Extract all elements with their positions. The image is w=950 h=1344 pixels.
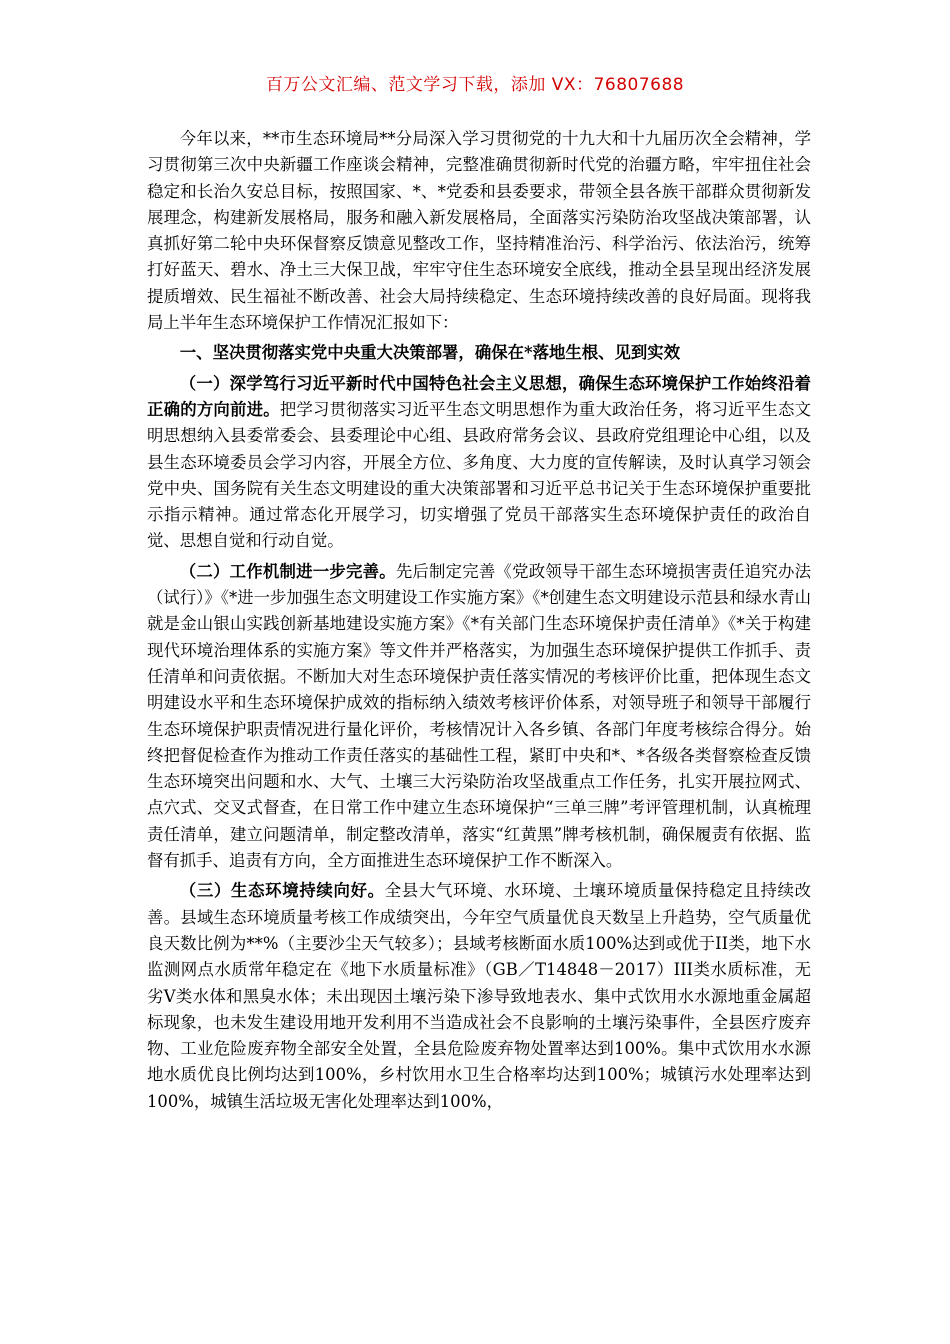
section-heading: 一、坚决贯彻落实党中央重大决策部署，确保在*落地生根、见到实效 [179, 343, 681, 363]
paragraph-1-lead: （一）深学笃行习近平新时代中国特色社会主义思想，确保生态环境保护工作始终沿着正确的方向前进。 [147, 373, 811, 419]
watermark-header: 百万公文汇编、范文学习下载，添加 VX：76807688 [265, 75, 685, 95]
paragraph-3 [147, 878, 811, 1115]
paragraph-2-body: 先后制定完善《党政领导干部生态环境损害责任追究办法（试行）》《*进一步加强生态文明建设工作实施方案》《*创建生态文明建设示范县和绿水青山就是金山银山实践创新基地建设实施方案》《*有关部门生态环境保护责任清单》《*关于构建现代环境治理体系的实施方案》等文件并严格落实，为加强生态环境保护提供工作抓手、责任清单和问责依据。不断加大对生态环境保护责任落实情况的考核评价比重，把体现生态文明建设水平和生态环境保护成效的指标纳入绩效考核评价体系，对领导班子和领导干部履行生态环境保护职责情况进行量化评价，考核情况计入各乡镇、各部门年度考核综合得分。始终把督促检查作为推动工作责任落实的基础性工程，紧盯中央和*、*各级各类督察检查反馈生态环境突出问题和水、大气、土壤三大污染防治攻坚战重点工作任务，扎实开展拉网式、点穴式、交叉式督查，在日常工作中建立生态环境保护“三单三牌”考评管理机制，认真梳理责任清单，建立问题清单，制定整改清单，落实“红黄黑”牌考核机制，确保履责有依据、监督有抓手、追责有方向，全方面推进生态环境保护工作不断深入。 [147, 561, 811, 871]
paragraph-1-body: 把学习贯彻落实习近平生态文明思想作为重大政治任务，将习近平生态文明思想纳入县委常委会、县委理论中心组、县政府常务会议、县政府党组理论中心组，以及县生态环境委员会学习内容，开展全方位、多角度、大力度的宣传解读，及时认真学习领会党中央、国务院有关生态文明建设的重大决策部署和习近平总书记关于生态环境保护重要批示指示精神。通过常态化开展学习，切实增强了党员干部落实生态环境保护责任的政治自觉、思想自觉和行动自觉。 [147, 399, 811, 551]
document-body [147, 126, 811, 1115]
paragraph-2-lead: （二）工作机制进一步完善。 [179, 561, 396, 581]
intro-paragraph: 今年以来，**市生态环境局**分局深入学习贯彻党的十九大和十九届历次全会精神，学习贯彻第三次中央新疆工作座谈会精神，完整准确贯彻新时代党的治疆方略，牢牢扭住社会稳定和长治久安总目标，按照国家、*、*党委和县委要求，带领全县各族干部群众贯彻新发展理念，构建新发展格局，服务和融入新发展格局，全面落实污染防治攻坚战决策部署，认真抓好第二轮中央环保督察反馈意见整改工作，坚持精准治污、科学治污、依法治污，统筹打好蓝天、碧水、净土三大保卫战，牢牢守住生态环境安全底线，推动全县呈现出经济发展提质增效、民生福祉不断改善、社会大局持续稳定、生态环境持续改善的良好局面。现将我局上半年生态环境保护工作情况汇报如下： [147, 129, 811, 333]
paragraph-2 [147, 559, 811, 875]
paragraph-1 [147, 371, 811, 555]
paragraph-3-lead: （三）生态环境持续向好。 [179, 881, 385, 901]
paragraph-3-body: 全县大气环境、水环境、土壤环境质量保持稳定且持续改善。县域生态环境质量考核工作成绩突出，今年空气质量优良天数呈上升趋势，空气质量优良天数比例为**%（主要沙尘天气较多）；县域考核断面水质100%达到或优于II类，地下水监测网点水质常年稳定在《地下水质量标准》（GB／T14848－2017）III类水质标准，无劣Ⅴ类水体和黑臭水体；未出现因土壤污染下渗导致地表水、集中式饮用水水源地重金属超标现象，也未发生建设用地开发利用不当造成社会不良影响的土壤污染事件，全县医疗废弃物、工业危险废弃物全部安全处置，全县危险废弃物处置率达到100%。集中式饮用水水源地水质优良比例均达到100%，乡村饮用水卫生合格率均达到100%；城镇污水处理率达到100%，城镇生活垃圾无害化处理率达到100%， [147, 881, 811, 1111]
